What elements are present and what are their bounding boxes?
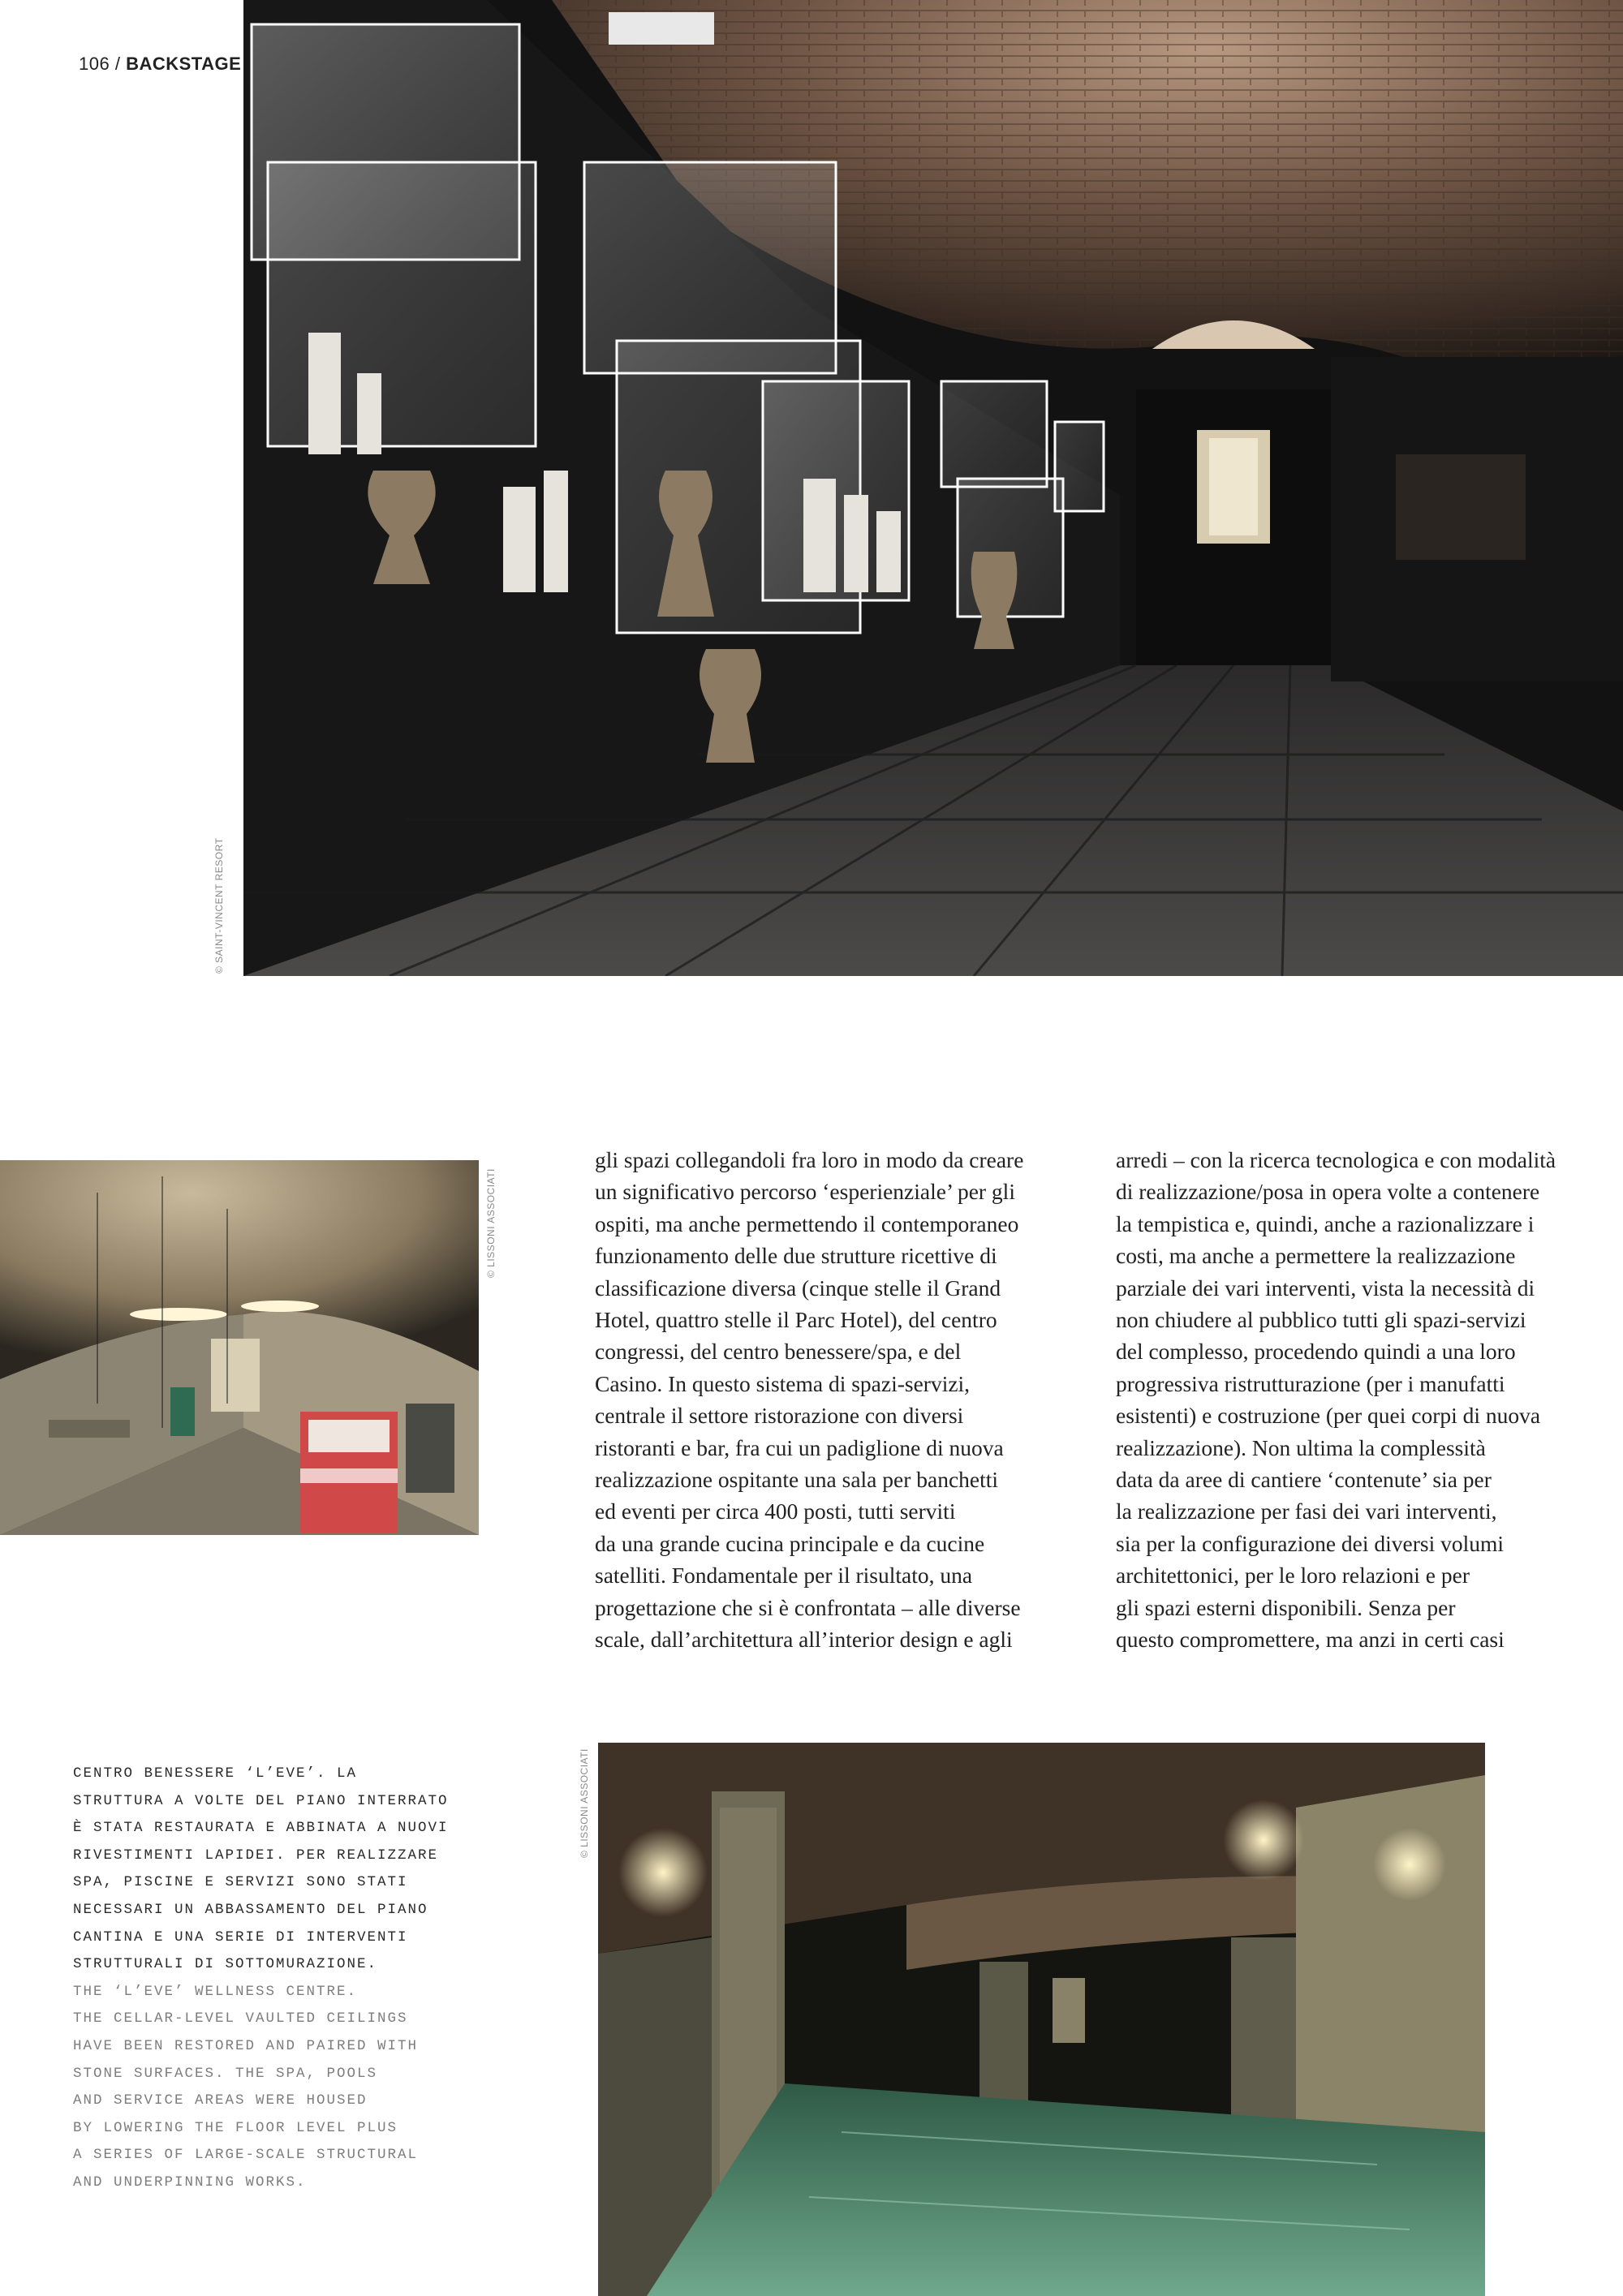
- text-line: di realizzazione/posa in opera volte a contenere: [1116, 1179, 1540, 1205]
- text-line: questo compromettere, ma anzi in certi casi: [1116, 1627, 1505, 1653]
- text-column-1: [595, 1144, 1023, 1656]
- text-line: gli spazi collegandoli fra loro in modo da creare: [595, 1147, 1024, 1172]
- text-line: del complesso, procedendo quindi a una loro: [1116, 1339, 1516, 1365]
- section-title: BACKSTAGE: [126, 54, 242, 74]
- text-line: ospiti, ma anche permettendo il contemporaneo: [595, 1210, 1019, 1236]
- left-photo-credit: © LISSONI ASSOCIATI: [485, 1168, 497, 1278]
- caption-line-it: È STATA RESTAURATA E ABBINATA A NUOVI: [73, 1820, 449, 1837]
- text-line: data da aree di cantiere ‘contenute’ sia per: [1116, 1467, 1492, 1493]
- text-line: gli spazi esterni disponibili. Senza per: [1116, 1594, 1456, 1620]
- text-line: costi, ma anche a permettere la realizzazione: [1116, 1243, 1516, 1269]
- text-line: realizzazione ospitante una sala per banchetti: [595, 1467, 999, 1493]
- text-line: realizzazione). Non ultima la complessità: [1116, 1434, 1486, 1460]
- text-line: sia per la configurazione dei diversi volumi: [1116, 1530, 1505, 1556]
- text-line: un significativo percorso ‘esperienziale’ per gli: [595, 1179, 1015, 1205]
- caption-line-en: THE ‘L’EVE’ WELLNESS CENTRE.: [73, 1983, 358, 2000]
- caption-line-en: AND UNDERPINNING WORKS.: [73, 2173, 307, 2191]
- text-line: non chiudere al pubblico tutti gli spazi-servizi: [1116, 1307, 1526, 1333]
- text-line: architettonici, per le loro relazioni e per: [1116, 1563, 1470, 1589]
- caption-line-en: STONE SURFACES. THE SPA, POOLS: [73, 2065, 378, 2082]
- caption-line-it: STRUTTURALI DI SOTTOMURAZIONE.: [73, 1956, 378, 1973]
- caption-line-it: CANTINA E UNA SERIE DI INTERVENTI: [73, 1928, 408, 1946]
- page-header: [79, 54, 241, 75]
- text-line: centrale il settore ristorazione con diversi: [595, 1403, 964, 1429]
- text-line: Hotel, quattro stelle il Parc Hotel), del centro: [595, 1307, 997, 1333]
- text-line: progettazione che si è confrontata – alle diverse: [595, 1594, 1021, 1620]
- caption-line-it: SPA, PISCINE E SERVIZI SONO STATI: [73, 1874, 408, 1891]
- text-line: la realizzazione per fasi dei vari interventi,: [1116, 1498, 1497, 1524]
- text-line: progressiva ristrutturazione (per i manufatti: [1116, 1370, 1505, 1396]
- text-line: satelliti. Fondamentale per il risultato, una: [595, 1563, 973, 1589]
- caption-line-it: STRUTTURA A VOLTE DEL PIANO INTERRATO: [73, 1792, 449, 1809]
- text-line: da una grande cucina principale e da cucine: [595, 1530, 985, 1556]
- caption-line-en: AND SERVICE AREAS WERE HOUSED: [73, 2092, 368, 2109]
- top-photo: [243, 0, 1623, 976]
- left-photo: [0, 1160, 479, 1535]
- caption-line-it: CENTRO BENESSERE ‘L’EVE’. LA: [73, 1765, 358, 1782]
- caption-line-en: A SERIES OF LARGE-SCALE STRUCTURAL: [73, 2147, 419, 2164]
- text-line: funzionamento delle due strutture ricettive di: [595, 1243, 997, 1269]
- text-line: congressi, del centro benessere/spa, e del: [595, 1339, 962, 1365]
- text-line: Casino. In questo sistema di spazi-servizi,: [595, 1370, 971, 1396]
- text-column-2: [1116, 1144, 1556, 1656]
- top-photo-credit: © SAINT-VINCENT RESORT: [213, 837, 225, 974]
- photo-caption: [73, 1761, 449, 2197]
- caption-line-it: RIVESTIMENTI LAPIDEI. PER REALIZZARE: [73, 1847, 439, 1864]
- text-line: la tempistica e, quindi, anche a razionalizzare i: [1116, 1210, 1535, 1236]
- text-line: parziale dei vari interventi, vista la necessità di: [1116, 1275, 1535, 1301]
- text-line: ed eventi per circa 400 posti, tutti serviti: [595, 1498, 956, 1524]
- text-line: arredi – con la ricerca tecnologica e con modalità: [1116, 1147, 1556, 1172]
- text-line: classificazione diversa (cinque stelle il Grand: [595, 1275, 1001, 1301]
- bottom-photo: [598, 1743, 1485, 2296]
- text-line: scale, dall’architettura all’interior design e agli: [595, 1627, 1013, 1653]
- text-line: ristoranti e bar, fra cui un padiglione di nuova: [595, 1434, 1004, 1460]
- text-line: esistenti) e costruzione (per quei corpi di nuova: [1116, 1403, 1541, 1429]
- caption-line-en: BY LOWERING THE FLOOR LEVEL PLUS: [73, 2119, 398, 2136]
- caption-line-it: NECESSARI UN ABBASSAMENTO DEL PIANO: [73, 1901, 428, 1918]
- caption-line-en: HAVE BEEN RESTORED AND PAIRED WITH: [73, 2037, 419, 2054]
- caption-line-en: THE CELLAR-LEVEL VAULTED CEILINGS: [73, 2010, 408, 2027]
- page-number: 106: [79, 54, 110, 74]
- bottom-photo-credit: © LISSONI ASSOCIATI: [579, 1748, 590, 1858]
- header-separator: /: [110, 54, 127, 74]
